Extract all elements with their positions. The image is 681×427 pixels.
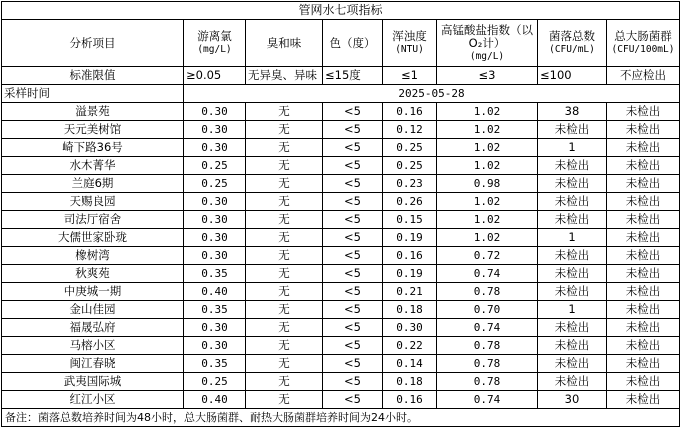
table-cell: 0.16 [383,247,437,265]
note-row [2,409,680,427]
table-cell: <5 [323,247,383,265]
table-cell: 0.30 [184,103,246,121]
table-cell: 1.02 [437,157,538,175]
table-cell: 未检出 [607,157,680,175]
table-cell: 0.30 [184,121,246,139]
table-cell: 0.22 [383,337,437,355]
table-cell: 1.02 [437,193,538,211]
table-cell: 无 [246,175,323,193]
table-cell: 0.78 [437,283,538,301]
table-cell: 0.21 [383,283,437,301]
table-cell: 38 [538,103,607,121]
table-cell: 未检出 [538,193,607,211]
limits-row [2,67,680,85]
table-cell: 0.30 [184,319,246,337]
table-cell: 未检出 [538,265,607,283]
table-row [2,139,680,157]
table-row [2,121,680,139]
table-cell: 未检出 [607,337,680,355]
table-cell: 未检出 [607,229,680,247]
table-cell: 未检出 [607,211,680,229]
table-cell: 1.02 [437,211,538,229]
table-cell: 0.30 [184,229,246,247]
table-row [2,391,680,409]
site-name-cell: 溢景苑 [2,103,184,121]
table-cell: <5 [323,319,383,337]
table-cell: <5 [323,283,383,301]
site-name-cell: 中庚城一期 [2,283,184,301]
table-row [2,373,680,391]
sampling-label: 采样时间 [2,85,184,103]
table-row [2,265,680,283]
table-cell: 无 [246,139,323,157]
table-cell: 1 [538,229,607,247]
table-cell: <5 [323,211,383,229]
table-cell: 无 [246,283,323,301]
table-cell: 未检出 [607,355,680,373]
table-cell: 未检出 [538,247,607,265]
table-cell: 0.78 [437,355,538,373]
table-cell: 1.02 [437,139,538,157]
table-cell: 30 [538,391,607,409]
table-cell: 0.78 [437,337,538,355]
table-cell: 0.16 [383,391,437,409]
limit-value: ≤15度 [323,67,383,85]
sampling-date: 2025-05-28 [184,85,680,103]
table-cell: 0.25 [383,139,437,157]
table-cell: 0.72 [437,247,538,265]
table-cell: 0.35 [184,301,246,319]
table-cell: 0.30 [383,319,437,337]
table-cell: <5 [323,355,383,373]
table-row [2,193,680,211]
table-cell: 未检出 [538,283,607,301]
site-name-cell: 橡树湾 [2,247,184,265]
site-name-cell: 兰庭6期 [2,175,184,193]
water-quality-table [1,1,680,427]
table-cell: <5 [323,121,383,139]
table-title: 管网水七项指标 [2,2,680,20]
header-permanganate: 高锰酸盐指数（以O₂计） (mg/L) [437,20,538,67]
table-row [2,247,680,265]
table-cell: 未检出 [607,265,680,283]
table-cell: 未检出 [607,373,680,391]
table-cell: 1.02 [437,229,538,247]
table-cell: <5 [323,265,383,283]
table-cell: 0.30 [184,139,246,157]
site-name-cell: 天赐良园 [2,193,184,211]
table-row [2,103,680,121]
table-cell: 0.70 [437,301,538,319]
table-cell: 0.14 [383,355,437,373]
table-cell: 无 [246,265,323,283]
table-cell: 0.18 [383,301,437,319]
site-name-cell: 秋爽苑 [2,265,184,283]
table-cell: 0.35 [184,355,246,373]
table-cell: 未检出 [607,247,680,265]
table-cell: 0.30 [184,211,246,229]
table-cell: <5 [323,301,383,319]
table-cell: 无 [246,337,323,355]
table-cell: 1.02 [437,121,538,139]
site-name-cell: 天元美树馆 [2,121,184,139]
table-cell: 0.78 [437,373,538,391]
site-name-cell: 水木菁华 [2,157,184,175]
table-cell: 未检出 [538,175,607,193]
sampling-row [2,85,680,103]
header-colony-count: 菌落总数 (CFU/mL) [538,20,607,67]
table-cell: 0.98 [437,175,538,193]
table-cell: <5 [323,175,383,193]
header-free-chlorine: 游离氯 (mg/L) [184,20,246,67]
table-cell: 无 [246,121,323,139]
table-row [2,301,680,319]
table-cell: 0.18 [383,373,437,391]
table-cell: 0.26 [383,193,437,211]
table-cell: 无 [246,355,323,373]
header-odor: 臭和味 [246,20,323,67]
table-cell: 0.74 [437,391,538,409]
table-cell: 未检出 [538,337,607,355]
table-cell: 无 [246,103,323,121]
table-cell: 未检出 [607,391,680,409]
site-name-cell: 崎下路36号 [2,139,184,157]
table-cell: 0.15 [383,211,437,229]
table-cell: 无 [246,193,323,211]
table-cell: 无 [246,229,323,247]
table-row [2,211,680,229]
limit-value: ≤100 [538,67,607,85]
table-cell: 未检出 [607,103,680,121]
site-name-cell: 福晟弘府 [2,319,184,337]
site-name-cell: 司法厅宿舍 [2,211,184,229]
table-cell: 0.25 [383,157,437,175]
site-name-cell: 马榕小区 [2,337,184,355]
table-cell: 无 [246,211,323,229]
table-cell: 无 [246,247,323,265]
table-row [2,337,680,355]
table-cell: <5 [323,391,383,409]
table-cell: 无 [246,373,323,391]
table-cell: 未检出 [538,373,607,391]
table-cell: 0.19 [383,265,437,283]
site-name-cell: 闽江春晓 [2,355,184,373]
header-item: 分析项目 [2,20,184,67]
table-row [2,157,680,175]
table-row [2,319,680,337]
table-cell: 0.35 [184,265,246,283]
limit-value: ≥0.05 [184,67,246,85]
table-row [2,283,680,301]
table-cell: <5 [323,229,383,247]
table-cell: 未检出 [538,355,607,373]
note-text: 备注：菌落总数培养时间为48小时，总大肠菌群、耐热大肠菌群培养时间为24小时。 [2,409,680,427]
limit-value: ≤3 [437,67,538,85]
table-cell: 0.19 [383,229,437,247]
table-cell: <5 [323,103,383,121]
table-cell: 0.25 [184,175,246,193]
table-cell: 1.02 [437,103,538,121]
header-turbidity: 浑浊度 (NTU) [383,20,437,67]
table-row [2,229,680,247]
table-cell: 0.74 [437,265,538,283]
table-cell: 0.12 [383,121,437,139]
table-cell: 0.40 [184,391,246,409]
site-name-cell: 红江小区 [2,391,184,409]
limit-value: 无异臭、异味 [246,67,323,85]
header-row [2,20,680,67]
header-coliform: 总大肠菌群 (CFU/100mL) [607,20,680,67]
table-row [2,175,680,193]
table-cell: 未检出 [538,121,607,139]
table-cell: 0.30 [184,193,246,211]
table-cell: 0.30 [184,247,246,265]
table-cell: 未检出 [607,175,680,193]
table-cell: 无 [246,319,323,337]
table-cell: <5 [323,337,383,355]
table-cell: 未检出 [538,157,607,175]
site-name-cell: 大儒世家卧珑 [2,229,184,247]
table-cell: 0.25 [184,373,246,391]
table-cell: 0.25 [184,157,246,175]
table-cell: 0.16 [383,103,437,121]
table-cell: 未检出 [607,301,680,319]
table-cell: 未检出 [607,121,680,139]
table-cell: 1 [538,139,607,157]
table-cell: <5 [323,193,383,211]
table-cell: 0.23 [383,175,437,193]
header-color: 色（度） [323,20,383,67]
table-cell: 未检出 [607,319,680,337]
table-cell: 未检出 [607,283,680,301]
limit-value: ≤1 [383,67,437,85]
table-cell: <5 [323,157,383,175]
table-cell: 0.30 [184,337,246,355]
table-cell: 未检出 [607,193,680,211]
table-row [2,355,680,373]
table-cell: 0.40 [184,283,246,301]
table-cell: 未检出 [607,139,680,157]
table-cell: 未检出 [538,319,607,337]
table-cell: 无 [246,301,323,319]
site-name-cell: 武夷国际城 [2,373,184,391]
table-cell: <5 [323,373,383,391]
table-cell: 无 [246,157,323,175]
table-cell: 无 [246,391,323,409]
table-cell: <5 [323,139,383,157]
table-cell: 未检出 [538,211,607,229]
table-cell: 1 [538,301,607,319]
limits-label: 标准限值 [2,67,184,85]
limit-value: 不应检出 [607,67,680,85]
site-name-cell: 金山佳园 [2,301,184,319]
table-cell: 0.74 [437,319,538,337]
